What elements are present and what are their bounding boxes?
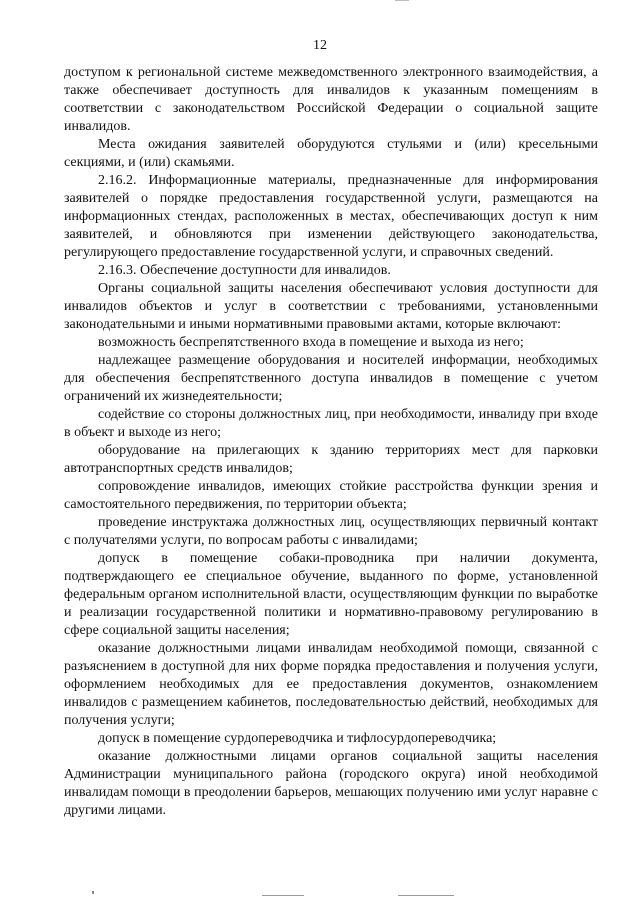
scan-edge-mark (398, 895, 454, 896)
paragraph: надлежащее размещение оборудования и носителей информации, необходимых для обеспечения беспрепятственного доступа инвалидов в помещение с учетом ограничений их жизнедеятельности; (64, 353, 598, 404)
paragraph: допуск в помещение собаки-проводника при наличии документа, подтверждающего ее специальное обучение, выданного по форме, установленной федеральным органом исполнительной власти, осуществляющим функции по выработке и реализации государственной политики и нормативно-правовому регулированию в сфере социальной защиты населения; (64, 551, 598, 638)
paragraph: сопровождение инвалидов, имеющих стойкие расстройства функции зрения и самостоятельного передвижения, по территории объекта; (64, 479, 598, 512)
paragraph: возможность беспрепятственного входа в помещение и выхода из него; (98, 335, 524, 350)
page-number: 12 (313, 38, 327, 53)
paragraph: Органы социальной защиты населения обеспечивают условия доступности для инвалидов объектов и услуг в соответствии с требованиями, установленными законодательными и иными нормативными правовыми актами, которые включают: (64, 281, 598, 332)
document-body (64, 64, 598, 820)
paragraph: доступом к региональной системе межведомственного электронного взаимодействия, а также обеспечивает доступность для инвалидов к указанным помещениям в соответствии с законодательством Российской Федерации о социальной защите инвалидов. (64, 65, 598, 134)
scan-speck (92, 891, 94, 894)
paragraph: содействие со стороны должностных лиц, при необходимости, инвалиду при входе в объект и выходе из него; (64, 407, 598, 440)
paragraph: оказание должностными лицами инвалидам необходимой помощи, связанной с разъяснением в доступной для них форме порядка предоставления и получения услуги, оформлением необходимых для ее предоставления документов, ознакомлением инвалидов с размещением кабинетов, последовательностью действий, необходимых для получения услуги; (64, 641, 598, 728)
paragraph: проведение инструктажа должностных лиц, осуществляющих первичный контакт с получателями услуги, по вопросам работы с инвалидами; (64, 515, 598, 548)
paragraph: 2.16.2. Информационные материалы, предназначенные для информирования заявителей о порядке предоставления государственной услуги, размещаются на информационных стендах, расположенных в местах, обеспечивающих доступ к ним заявителей, и обновляются при изменении действующего законодательства, регулирующего предоставление государственной услуги, и справочных сведений. (64, 173, 598, 260)
paragraph: оборудование на прилегающих к зданию территориях мест для парковки автотранспортных средств инвалидов; (64, 443, 598, 476)
scan-edge-mark (262, 895, 304, 896)
scan-edge-mark (395, 0, 409, 1)
paragraph: оказание должностными лицами органов социальной защиты населения Администрации муниципального района (городского округа) иной необходимой инвалидам помощи в преодолении барьеров, мешающих получению ими услуг наравне с другими лицами. (64, 749, 598, 818)
paragraph: 2.16.3. Обеспечение доступности для инвалидов. (98, 263, 391, 278)
paragraph: допуск в помещение сурдопереводчика и тифлосурдопереводчика; (98, 731, 497, 746)
paragraph: Места ожидания заявителей оборудуются стульями и (или) кресельными секциями, и (или) скамьями. (64, 137, 598, 170)
